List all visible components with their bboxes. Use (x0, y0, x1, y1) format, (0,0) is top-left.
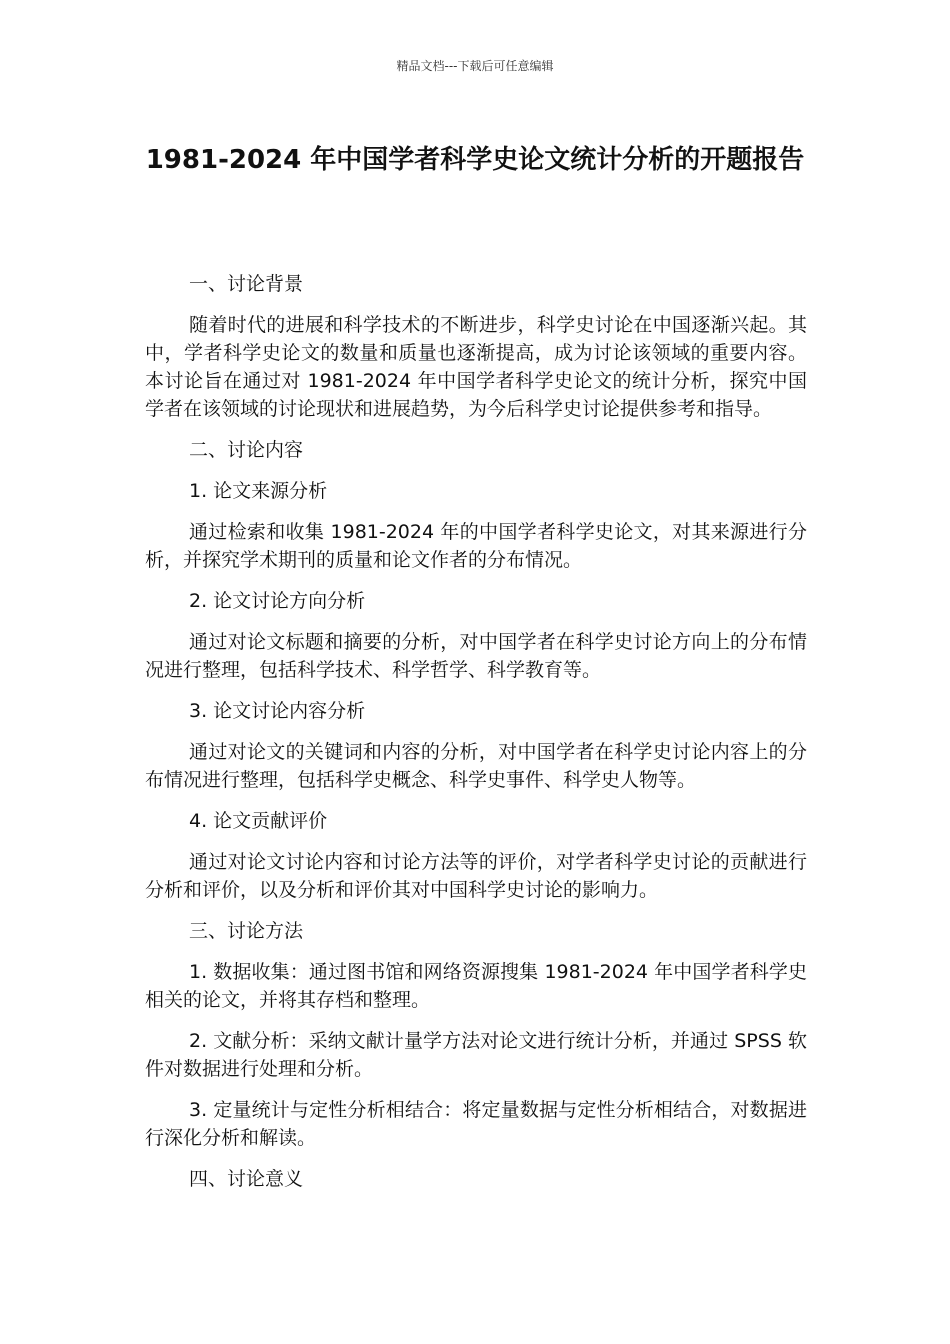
document-title: 1981-2024 年中国学者科学史论文统计分析的开题报告 (145, 145, 805, 175)
paragraph-method-2: 2. 文献分析：采纳文献计量学方法对论文进行统计分析，并通过 SPSS 软件对数据进行处理和分析。 (145, 1030, 807, 1080)
section-heading-method: 三、讨论方法 (189, 920, 304, 942)
section-heading-content: 二、讨论内容 (189, 439, 304, 461)
subsection-heading-content-analysis: 3. 论文讨论内容分析 (189, 700, 366, 722)
paragraph-content-analysis: 通过对论文的关键词和内容的分析，对中国学者在科学史讨论内容上的分布情况进行整理，包括科学史概念、科学史事件、科学史人物等。 (145, 741, 807, 791)
page-header-note: 精品文档---下载后可任意编辑 (396, 59, 554, 73)
subsection-heading-direction: 2. 论文讨论方向分析 (189, 590, 366, 612)
section-heading-significance: 四、讨论意义 (189, 1168, 304, 1190)
paragraph-method-1: 1. 数据收集：通过图书馆和网络资源搜集 1981-2024 年中国学者科学史相关的论文，并将其存档和整理。 (145, 961, 807, 1011)
document-body (145, 270, 807, 1206)
paragraph-contribution: 通过对论文讨论内容和讨论方法等的评价，对学者科学史讨论的贡献进行分析和评价，以及分析和评价其对中国科学史讨论的影响力。 (145, 851, 807, 901)
subsection-heading-contribution: 4. 论文贡献评价 (189, 810, 328, 832)
subsection-heading-source: 1. 论文来源分析 (189, 480, 328, 502)
paragraph-method-3: 3. 定量统计与定性分析相结合：将定量数据与定性分析相结合，对数据进行深化分析和解读。 (145, 1099, 807, 1149)
paragraph-direction: 通过对论文标题和摘要的分析，对中国学者在科学史讨论方向上的分布情况进行整理，包括科学技术、科学哲学、科学教育等。 (145, 631, 807, 681)
section-heading-background: 一、讨论背景 (189, 273, 304, 295)
paragraph-source: 通过检索和收集 1981-2024 年的中国学者科学史论文，对其来源进行分析，并探究学术期刊的质量和论文作者的分布情况。 (145, 521, 807, 571)
paragraph-background: 随着时代的进展和科学技术的不断进步，科学史讨论在中国逐渐兴起。其中，学者科学史论文的数量和质量也逐渐提高，成为讨论该领域的重要内容。本讨论旨在通过对 1981-2024 年中国学者科学史论文的统计分析，探究中国学者在该领域的讨论现状和进展趋势，为今后科学史讨论提供参考和指导。 (145, 314, 807, 420)
